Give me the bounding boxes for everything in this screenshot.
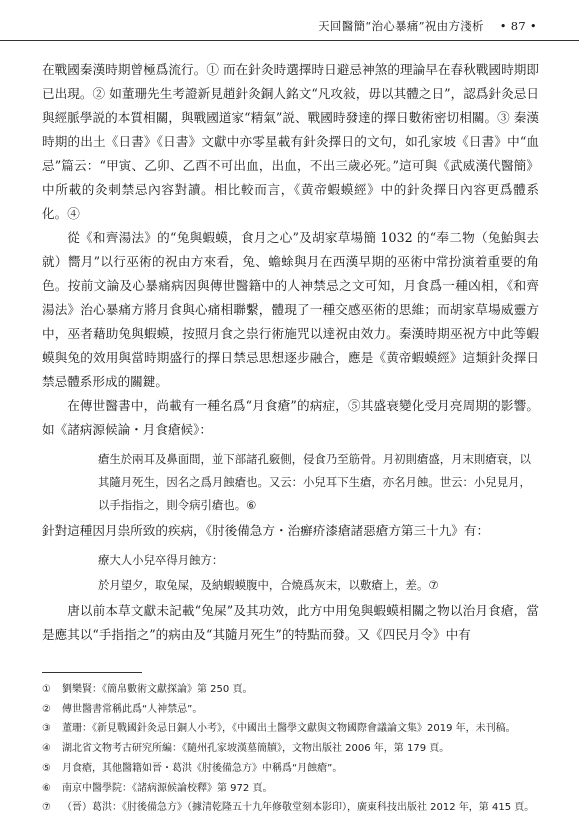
page-header <box>0 14 579 41</box>
quotation-2-title: 療大人小兒卒得月蝕方： <box>98 553 224 567</box>
footnote-text: 月食瘡，其他醫籍如晉・葛洪《肘後備急方》中稱爲“月蝕瘡”。 <box>62 762 343 774</box>
footnote-text: 劉樂賢：《簡帛數術文獻探論》第 250 頁。 <box>62 684 253 695</box>
footnote-number: ⑤ <box>42 762 51 774</box>
footnote-item <box>42 759 539 779</box>
paragraph-5: 唐以前本草文獻未記載“兔屎”及其功效，此方中用兔與蝦蟆相關之物以治月食瘡，當是應其以“手指指之”的病由及“其隨月死生”的特點而發。又《四民月令》中有 <box>42 603 539 642</box>
footnote-text: 董珊：《新見戰國針灸忌日銅人小考》，《中國出土醫學文獻與文物國際會議論文集》2019 年，未刊稿。 <box>62 723 516 735</box>
running-title: 天回醫簡“治心暴痛”祝由方淺析 <box>318 19 484 33</box>
footnote-number: ① <box>42 684 51 695</box>
footnote-text: 南京中醫學院：《諸病源候論校釋》第 972 頁。 <box>62 782 273 794</box>
paragraph-4: 針對這種因月祟所致的疾病，《肘後備急方・治癬疥漆瘡諸惡瘡方第三十九》有： <box>42 523 490 538</box>
header-line <box>318 18 537 34</box>
paragraph-1: 在戰國秦漢時期曾極爲流行。① 而在針灸時選擇時日避忌神煞的理論早在春秋戰國時期即已出現。② 如董珊先生考證新見趙針灸銅人銘文“凡攻敍，毋以其體之日”，認爲針灸忌日與經脈學説的本質相關，與戰國道家“精氣”説、戰國時發達的擇日數術密切相關。③ 秦漢時期的出土《日書》《日書》文獻中亦零星載有針灸擇日的文句，如孔家坡《日書》中“血忌”篇云：“甲寅、乙卯、乙酉不可出血，出血，不出三歲必死。”這可與《武威漢代醫簡》中所載的灸刺禁忌內容對讀。相比較而言，《黄帝蝦蟆經》中的針灸擇日內容更爲體系化。④ <box>42 62 539 221</box>
footnote-item <box>42 798 539 818</box>
footnote-item <box>42 779 539 799</box>
quotation-1: 瘡生於兩耳及鼻面間，並下部諸孔竅側，侵食乃至筋骨。月初則瘡盛，月末則瘡衰，以其隨月死生，因名之爲月蝕瘡也。又云：小兒耳下生瘡，亦名月蝕。世云：小兒見月，以手指指之，則令病引瘡也。⑥ <box>98 452 531 512</box>
footnote-number: ④ <box>42 743 51 755</box>
footnote-text: （晉）葛洪：《肘後備急方》（據清乾隆五十九年修敬堂刻本影印），廣東科技出版社 2012 年，第 415 頁。 <box>62 802 535 814</box>
footnote-item <box>42 700 539 720</box>
footnote-number: ③ <box>42 723 51 735</box>
footnote-number: ② <box>42 703 51 715</box>
footnote-divider <box>42 672 142 673</box>
footnote-number: ⑥ <box>42 782 51 794</box>
footnotes <box>42 680 539 818</box>
paragraph-3: 在傳世醫書中，尚載有一種名爲“月食瘡”的病症，⑤其盛衰變化受月亮周期的影響。如《諸病源候論・月食瘡候》： <box>42 398 539 437</box>
footnote-text: 湖北省文物考古研究所編：《隨州孔家坡漢墓簡牘》，文物出版社 2006 年，第 179 頁。 <box>62 743 450 755</box>
footnote-item <box>42 739 539 759</box>
main-text <box>42 58 539 647</box>
paragraph-2: 從《和齊湯法》的“兔與蝦蟆，食月之心”及胡家草場簡 1032 的“奉二物（兔鮐與去就）嚮月”以行巫術的祝由方來看，兔、蟾蜍與月在西漢早期的巫術中常扮演着重要的角色。按前文論及心暴痛病因與傳世醫籍中的人神禁忌之文可知，月食爲一種凶相，《和齊湯法》治心暴痛方將月食與心痛相聯繫，體現了一種交感巫術的思維；而胡家草場威靈方中，巫者藉助兔與蝦蟆，按照月食之祟行術施咒以達祝由效力。秦漢時期巫祝方中此等蝦蟆與兔的效用與當時期盛行的擇日禁忌思想逐步融合，應是《黄帝蝦蟆經》這類針灸擇日禁忌體系形成的關鍵。 <box>42 230 539 389</box>
footnote-number: ⑦ <box>42 802 51 814</box>
quotation-2-body: 於月望夕，取兔屎，及納蝦蟆腹中，合燒爲灰末，以敷瘡上，差。⑦ <box>98 578 439 592</box>
footnote-item <box>42 680 539 700</box>
page-number: • 87 • <box>499 19 537 33</box>
footnote-item <box>42 719 539 739</box>
footnote-text: 傳世醫書常稱此爲“人神禁忌”。 <box>62 703 203 715</box>
